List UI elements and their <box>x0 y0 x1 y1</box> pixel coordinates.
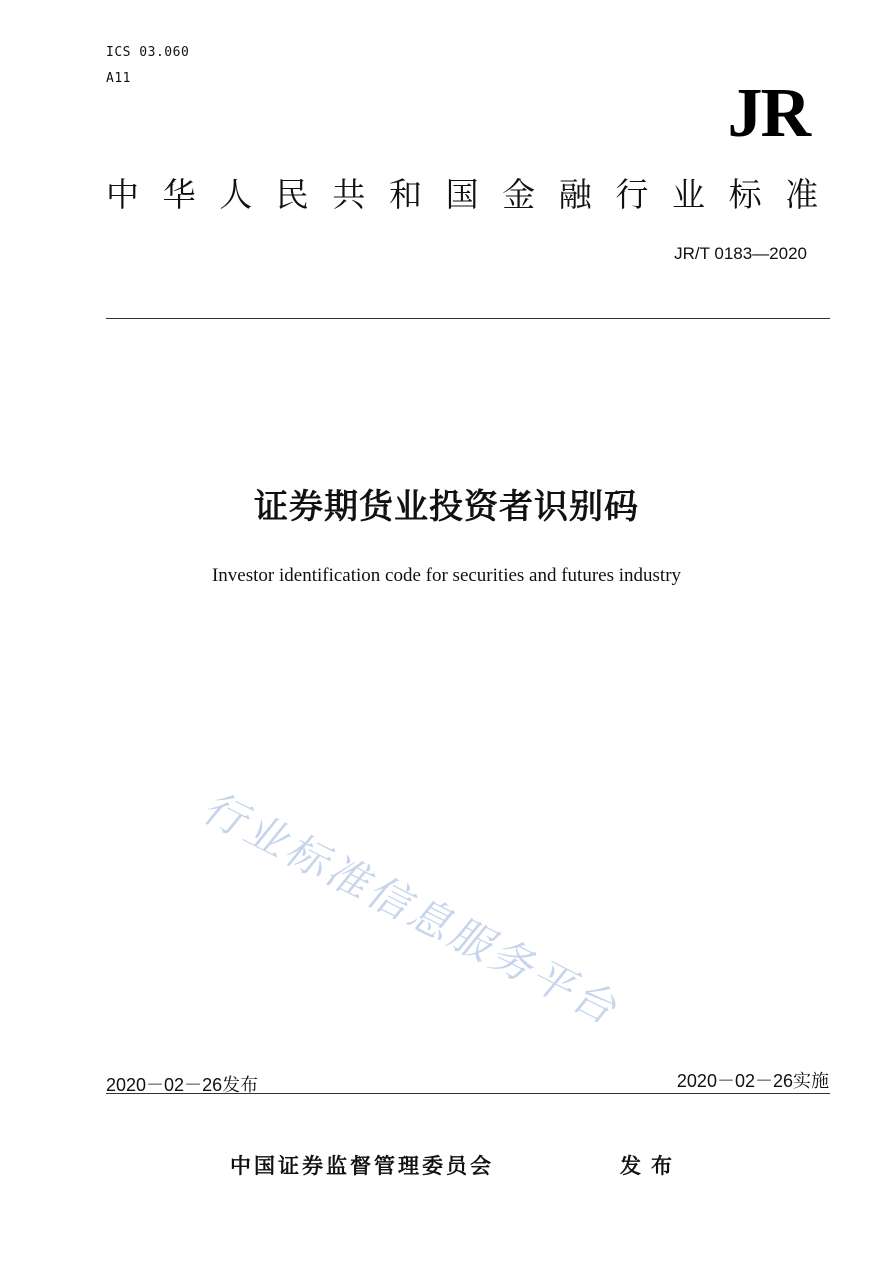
jr-logo: JR <box>727 75 809 152</box>
implement-date: 2020－02－26实施 <box>676 1071 829 1091</box>
issuing-authority: 中国证券监督管理委员会 <box>230 1154 494 1178</box>
watermark: 行业标准信息服务平台 <box>193 786 635 1035</box>
top-divider <box>106 318 830 319</box>
bottom-divider <box>106 1093 830 1094</box>
classification-code: A11 <box>106 71 131 86</box>
document-title-cn: 证券期货业投资者识别码 <box>254 487 639 527</box>
document-title-en: Investor identification code for securities and futures industry <box>211 565 682 586</box>
ics-code: ICS 03.060 <box>106 45 190 60</box>
issue-label: 发布 <box>620 1154 682 1178</box>
publish-date: 2020－02－26发布 <box>106 1075 259 1095</box>
standard-number: JR/T 0183—2020 <box>674 244 807 263</box>
standard-category: 中华人民共和国金融行业标准 <box>106 175 842 214</box>
